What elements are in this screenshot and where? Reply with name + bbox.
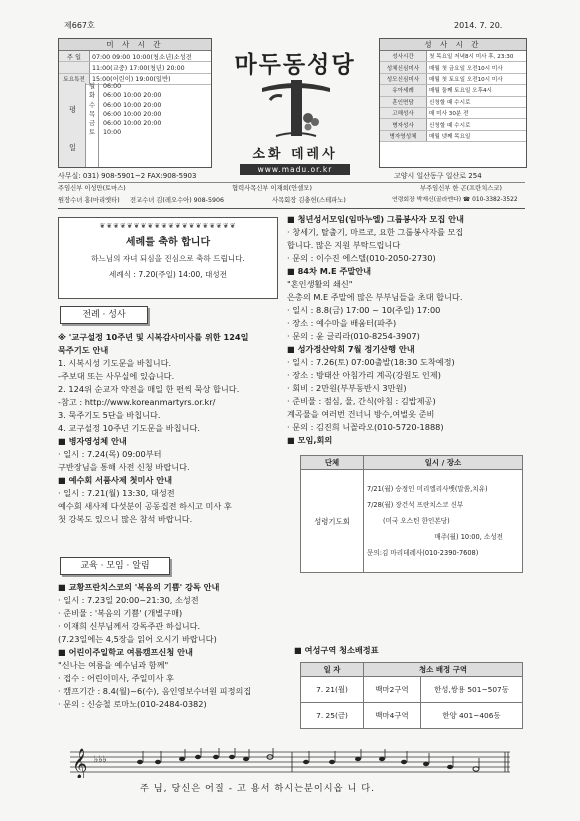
head-sister: 원장수녀 홍(마리엣타) [58,197,120,204]
funeral-president: 연령회장 박재신(골라엔다) ☎ 010-3382-3522 [392,197,518,203]
announcement-line: · 문의 : 윤 글리라(010-8254-3907) [287,331,420,341]
song-lyrics: 주 님, 당신은 어질 - 고 용서 하시는분이시옵 니 다. [140,783,376,794]
announcement-line: · 일시 : 7.21(월) 13:30, 대성전 [58,488,175,498]
cleaning-header-date: 일 자 [301,663,364,677]
mass-times-title: 미 사 시 간 [59,39,211,51]
sacrament-row: 성모신심미사 매월 첫 토요일 오전10시 미사 [380,73,526,84]
meeting-table [300,455,523,573]
announcement-heading: ■ 어린이주일학교 여름캠프신청 안내 [58,647,193,657]
announcement-line: 은총의 M.E 주말에 많은 부부님들을 초대 합니다. [287,292,463,302]
announcement-heading: ■ 교황프란치스코의 '복음의 기쁨' 강독 안내 [58,582,220,592]
announcement-line: · 문의 : 신승철 로마노(010-2484-0382) [58,699,207,709]
council-president: 사목회장 김충헌(스테파노) [272,197,346,204]
announcement-line: · 이재희 신부님께서 강독주관 하십니다. [58,621,201,631]
sacrament-times-title: 성 사 시 간 [380,39,526,51]
announcement-line: 구반장님을 통해 사전 신청 바랍니다. [58,462,190,472]
baptism-congrats-box [58,217,278,299]
announcement-heading: ※ '교구설정 10주년 및 시복감사미사를 위한 124일 [58,332,249,342]
parish-patron: 소화 데레사 [252,147,338,162]
announcement-line: 4. 교구설정 10주년 기도문을 바칩니다. [58,423,200,433]
header-divider [58,208,525,209]
meeting-details: 7/21(월) 승정인 미리엘리사벳(말씀,치유) 7/28(월) 장건석 프란치스코 신부 (미국 오스틴 한인본당) 매주(월) 10:00, 소성전 문의:김 마리데레사(010-2390-7608) [364,470,523,573]
announcement-line: · 장소 : 예수마을 배움터(파주) [287,318,397,328]
svg-text:♭♭♭: ♭♭♭ [94,755,107,765]
cleaning-row: 7. 21(월) 백마2구역 한성,쌍용 501~507동 [301,677,523,703]
cleaning-title: ■ 여성구역 청소배정표 [294,645,379,655]
weekday-list: 월 화 수 목 금 토 [86,83,99,167]
sacrament-row: 성체신심미사 매월 첫 금요일 오전10시 미사 [380,62,526,73]
sacrament-row: 성사시간 첫 목요일 저녁8시 미사 후, 23:30 [380,51,526,62]
announcement-heading: ■ 예수회 서품사제 첫미사 안내 [58,475,173,485]
mass-times-box [58,38,212,168]
announcement-heading: ■ 성가정산악회 7월 정기산행 안내 [287,344,415,354]
announcement-line: (7.23일에는 4,5장을 읽어 오시기 바랍니다) [58,634,217,644]
announcement-line: · 일시 : 7.26(토) 07:00출발(18:30 도착예정) [287,357,455,367]
announcement-line: 3. 묵주기도 5단을 바칩니다. [58,410,161,420]
meeting-group: 성령기도회 [301,470,364,573]
meeting-header-group: 단체 [301,456,364,470]
announcement-line: · 준비물 : 점심, 물, 간식(아침 : 김밥제공) [287,396,436,406]
mass-row: 주 일 07:00 09:00 10:00(청소년)소성전 [59,51,211,62]
announcement-line: · 회비 : 2만원(부부동반시 3만원) [287,383,407,393]
education-section-title: 교육 · 모임 · 알림 [60,557,170,575]
congrats-line2: 세례식 : 7.20(주일) 14:00, 대성전 [108,270,228,279]
meeting-header-time: 일시 / 장소 [364,456,523,470]
sacrament-row: 고해성사 매 미사 30분 전 [380,107,526,118]
website-link[interactable]: www.madu.or.kr [240,164,350,175]
divider [58,182,525,183]
announcement-line: · 일시 : 7.24(목) 09:00부터 [58,449,162,459]
mission-sister: 전교수녀 김(레오수아) 908-5906 [130,197,224,204]
announcement-line: · 문의 : 김진희 니꼴라오(010-5720-1888) [287,422,444,432]
announcement-line: 합니다. 많은 지원 부탁드립니다 [287,240,401,250]
weekday-label-column: 평 일 [59,83,86,167]
congrats-line1: 하느님의 자녀 되심을 진심으로 축하 드립니다. [91,254,245,263]
announcement-line: 예수회 새사제 다섯분이 공동집전 하시고 미사 후 [58,501,232,511]
sacrament-row: 병자영성체 매월 넷째 목요일 [380,130,526,141]
svg-text:𝄞: 𝄞 [72,749,88,778]
vice-pastor: 부주임신부 한 곤(프란치스코) [420,185,502,192]
music-staff-icon [70,748,510,778]
announcement-line: · 준비물 : '복음의 기쁨' (개별구매) [58,608,183,618]
liturgy-section-title: 전례 · 성사 [60,306,148,324]
announcement-line: -주보대 또는 사무실에 있습니다. [58,371,175,381]
right-announcements [287,213,527,447]
announcement-line: 2. 124위 순교자 약전을 매일 한 편씩 묵상 합니다. [58,384,240,394]
announcement-line: 1. 시복시성 기도문을 바칩니다. [58,358,172,368]
mass-times-table [59,51,211,85]
announcement-line: "혼인생활의 쇄신" [287,279,353,289]
announcement-line: · 접수 : 어린이미사, 주일미사 후 [58,673,174,683]
sacrament-times-box [379,38,527,168]
announcement-heading: ■ 병자영성체 안내 [58,436,127,446]
parish-name: 마두동성당 [234,52,356,78]
office-phone: 사무실: 031) 908-5901~2 FAX:908-5903 [58,172,197,180]
office-address: 고양시 일산동구 일산로 254 [394,172,482,180]
announcement-line: · 문의 : 이수진 에스텔(010-2050-2730) [287,253,436,263]
announcement-line: · 캠프기간 : 8.4(월)~6(수), 음인영보수녀원 피정의집 [58,686,252,696]
announcement-heading: 묵주기도 안내 [58,345,109,355]
congrats-title: 세례를 축하 합니다 [125,237,211,248]
pastor: 주임신부 이성만(토마스) [58,185,126,192]
announcement-line: -참고 : http://www.koreanmartyrs.or.kr/ [58,397,216,407]
announcement-heading: ■ 84차 M.E 주말안내 [287,266,372,276]
announcement-line: 첫 강복도 있으니 많은 참석 바랍니다. [58,514,193,524]
announcement-line: · 일시 : 8.8(금) 17:00 ~ 10(주일) 17:00 [287,305,441,315]
announcement-line: · 일시 : 7.23일 20:00~21:30, 소성전 [58,595,199,605]
cleaning-header-area: 청소 배정 구역 [364,663,523,677]
assistant-pastor: 협력사목신부 이재희(안셀모) [232,185,312,192]
sacrament-row: 유아세례 매월 둘째 토요일 오후4시 [380,85,526,96]
announcement-line: · 창세기, 탈출기, 마르코, 요한 그룹봉사자를 모집 [287,227,464,237]
mass-row: 11:00(교중) 17:00(청년) 20:00 [59,62,211,73]
announcement-heading: ■ 청년성서모임(임마누엘) 그룹봉사자 모집 안내 [287,214,464,224]
liturgy-list [58,331,283,526]
announcement-line: 계곡물을 여러번 건너니 방수,여벌옷 준비 [287,409,435,419]
sacrament-table [380,51,526,142]
issue-number: 제667호 [64,21,95,30]
mass-row: 토요특전 15:00(어린이) 19:00(일반) [59,73,211,84]
announcement-heading: ■ 모임,회의 [287,435,333,445]
cleaning-table [300,662,523,729]
leaf-border-icon: ❦❦❦❦❦❦❦❦❦❦❦❦❦❦❦❦❦❦❦❦ [99,222,237,230]
announcement-line: · 장소 : 방태산 아침가리 계곡(강원도 인제) [287,370,441,380]
education-list [58,581,283,711]
issue-date: 2014. 7. 20. [454,21,503,30]
cross-logo-icon [256,78,336,140]
cleaning-row: 7. 25(금) 백마4구역 한양 401~406동 [301,703,523,729]
sacrament-row: 병자성사 신청할 때 수시로 [380,119,526,130]
weekday-times: 06:00 06:00 10:00 20:00 06:00 10:00 20:00 06:00 10:00 20:00 06:00 10:00 20:00 10:00 [103,83,162,137]
announcement-line: "신나는 여름을 예수님과 함께" [58,660,169,670]
sacrament-row: 혼인면담 신청할 때 수시로 [380,96,526,107]
